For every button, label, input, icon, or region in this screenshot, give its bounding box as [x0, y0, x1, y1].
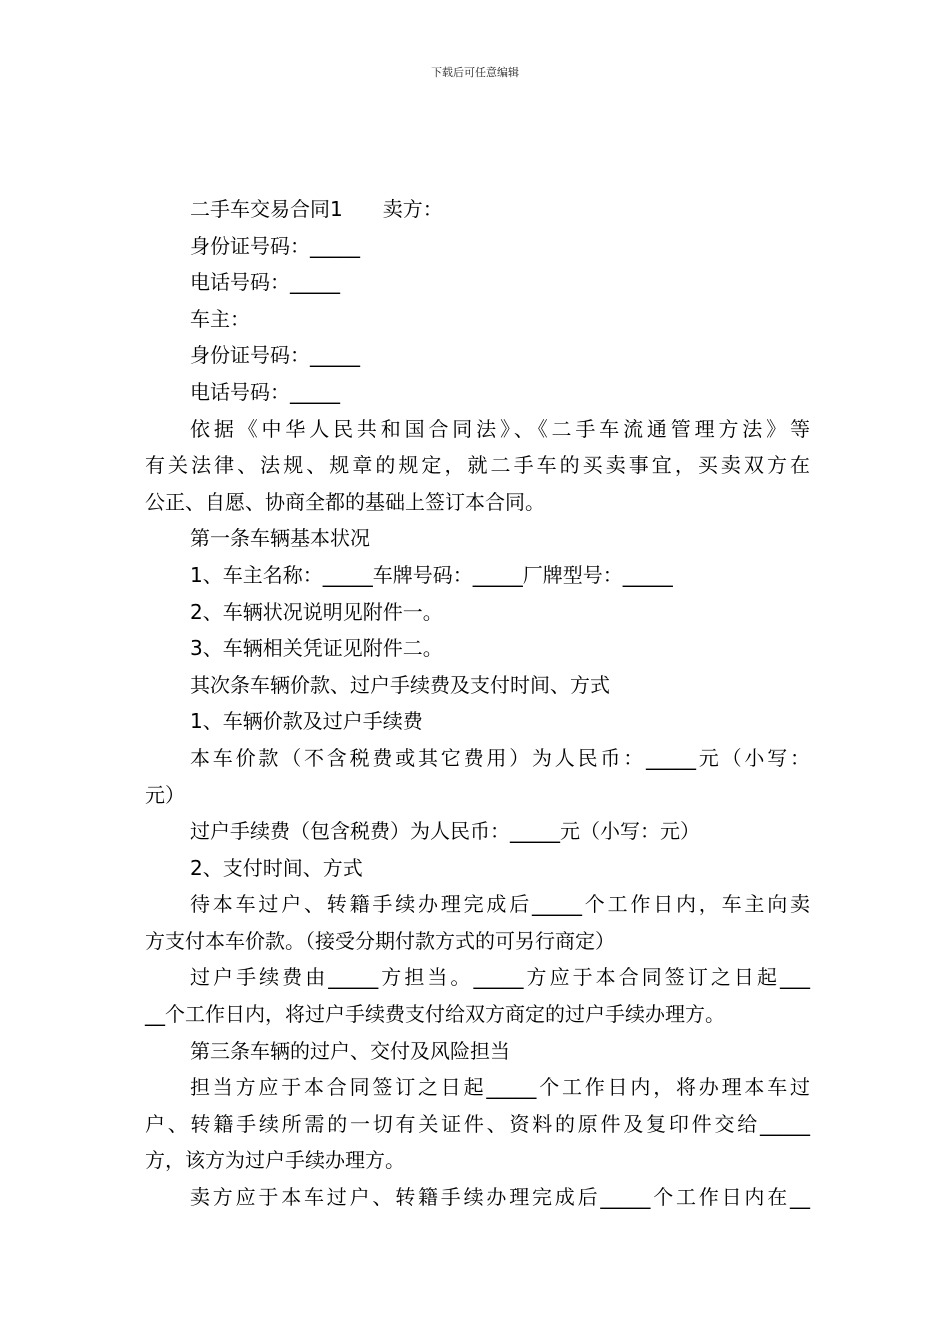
text-line: 2、车辆状况说明见附件一。 — [190, 599, 443, 624]
text-line: 过户手续费（包含税费）为人民币：_____元（小写：元） — [190, 819, 700, 844]
text-line: 电话号码：_____ — [190, 270, 340, 295]
text-line: 元） — [145, 782, 185, 807]
text-line: 车主： — [190, 306, 250, 331]
text-line: 身份证号码：_____ — [190, 343, 360, 368]
text-line: 1、车主名称：_____车牌号码：_____厂牌型号：_____ — [190, 562, 673, 587]
text-line: 3、车辆相关凭证见附件二。 — [190, 636, 443, 661]
page-header: 下载后可任意编辑 — [431, 66, 519, 79]
text-line: 方，该方为过户手续办理方。 — [145, 1148, 405, 1173]
text-line: 电话号码：_____ — [190, 379, 340, 404]
text-line: 第三条车辆的过户、交付及风险担当 — [190, 1038, 510, 1063]
text-line: 公正、自愿、协商全都的基础上签订本合同。 — [145, 489, 545, 514]
text-line: __个工作日内，将过户手续费支付给双方商定的过户手续办理方。 — [145, 1002, 725, 1027]
text-line: 二手车交易合同1 卖方： — [190, 197, 443, 221]
text-line: 待本车过户、转籍手续办理完成后_____个工作日内，车主向卖 — [190, 892, 810, 917]
text-line: 户、转籍手续所需的一切有关证件、资料的原件及复印件交给_____ — [145, 1111, 810, 1136]
text-line: 依据《中华人民共和国合同法》、《二手车流通管理方法》等 — [190, 416, 810, 441]
text-line: 其次条车辆价款、过户手续费及支付时间、方式 — [190, 672, 610, 697]
text-line: 1、车辆价款及过户手续费 — [190, 709, 423, 734]
text-line: 有关法律、法规、规章的规定，就二手车的买卖事宜，买卖双方在 — [145, 453, 810, 478]
contract-body — [145, 191, 810, 1216]
text-line: 担当方应于本合同签订之日起_____个工作日内，将办理本车过 — [190, 1075, 810, 1100]
text-line: 第一条车辆基本状况 — [190, 526, 370, 551]
text-line: 身份证号码：_____ — [190, 233, 360, 258]
text-line: 卖方应于本车过户、转籍手续办理完成后_____个工作日内在__ — [190, 1185, 810, 1210]
text-line: 过户手续费由_____方担当。_____方应于本合同签订之日起___ — [190, 965, 810, 990]
text-line: 方支付本车价款。（接受分期付款方式的可另行商定） — [145, 928, 615, 953]
text-line: 本车价款（不含税费或其它费用）为人民币：_____元（小写： — [190, 745, 810, 770]
text-line: 2、支付时间、方式 — [190, 855, 363, 880]
